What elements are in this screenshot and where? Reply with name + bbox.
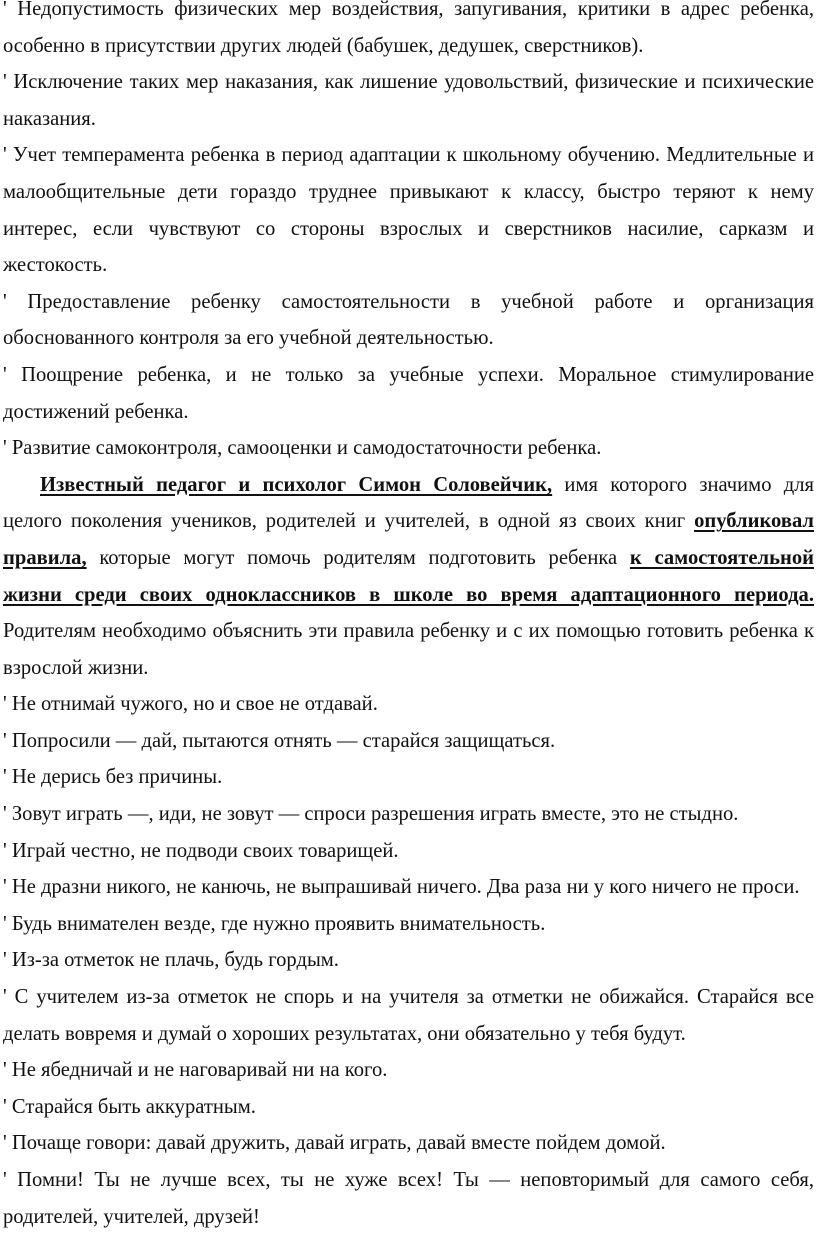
paragraph-exclude-punishment: ' Исключение таких мер наказания, как лишение удовольствий, физические и психические наказания. [3,71,814,130]
rule-item: ' Из-за отметок не плачь, будь гордым. [3,949,339,972]
paragraph-independence: ' Предоставление ребенку самостоятельности в учебной работе и организация обоснованного контроля за его учебной деятельностью. [3,290,814,350]
paragraph-temperament: ' Учет темперамента ребенка в период адаптации к школьному обучению. Медлительные и малообщительные дети гораздо труднее привыкают к классу, быстро теряют к нему интерес, если чувствуют со стороны взрослых и сверстников насилие, сарказм и жестокость. [3,144,814,277]
published-rules-highlight: опубликовал правила, [3,510,814,569]
rule-item: ' Не ябедничай и не наговаривай ни на кого. [3,1059,388,1082]
intro-text-1: имя которого значимо для целого поколения учеников, родителей и учителей, в одной яз своих книг [3,473,815,533]
independent-life-highlight: к самостоятельной жизни среди своих одноклассников в школе во время адаптационного периода. [3,546,814,606]
rule-item: ' Будь внимателен везде, где нужно проявить внимательность. [3,912,546,935]
paragraph-encouragement: ' Поощрение ребенка, и не только за учебные успехи. Моральное стимулирование достижений ребенка. [3,363,814,423]
intro-text-3: Родителям необходимо объяснить эти правила ребенку и с их помощью готовить ребенка к взрослой жизни. [3,620,814,679]
rule-item: ' Не дерись без причины. [3,766,223,789]
rule-item: ' Почаще говори: давай дружить, давай играть, давай вместе пойдем домой. [3,1132,666,1155]
rule-item: ' Играй честно, не подводи своих товарищей. [3,839,399,862]
paragraph-self-control: ' Развитие самоконтроля, самооценки и самодостаточности ребенка. [3,437,602,460]
intro-paragraph [3,467,814,687]
rule-item: ' Не отнимай чужого, но и свое не отдавай. [3,693,378,716]
rule-item: ' Помни! Ты не лучше всех, ты не хуже всех! Ты — неповторимый для самого себя, родителей, учителей, друзей! [3,1169,814,1228]
rule-item: ' Не дразни никого, не канючь, не выпрашивай ничего. Два раза ни у кого ничего не проси. [3,876,800,899]
rule-item: ' Старайся быть аккуратным. [3,1095,256,1118]
rule-item: ' С учителем из-за отметок не спорь и на учителя за отметки не обижайся. Старайся все делать вовремя и думай о хороших результатах, они обязательно у тебя будут. [3,986,814,1045]
author-highlight: Известный педагог и психолог Симон Соловейчик, [40,473,553,496]
intro-text-2: которые могут помочь родителям подготовить ребенка [86,546,630,569]
paragraph-no-physical-punishment: ' Недопустимость физических мер воздействия, запугивания, критики в адрес ребенка, особенно в присутствии других людей (бабушек, дедушек, сверстников). [3,0,814,57]
rule-item: ' Зовут играть —, иди, не зовут — спроси разрешения играть вместе, это не стыдно. [3,803,739,826]
rule-item: ' Попросили — дай, пытаются отнять — старайся защищаться. [3,729,556,752]
